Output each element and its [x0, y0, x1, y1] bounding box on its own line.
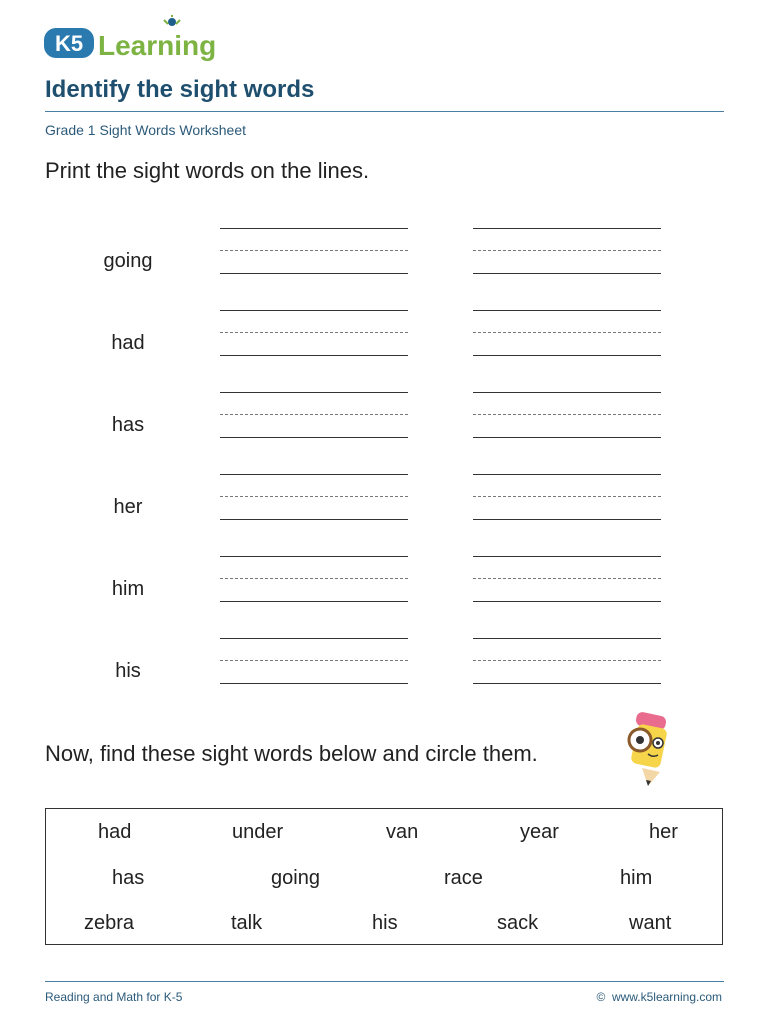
footer-divider: [45, 981, 724, 982]
sight-word: his: [115, 660, 141, 682]
word-search-word[interactable]: want: [629, 912, 672, 934]
logo-k5-text: K5: [54, 31, 84, 56]
sight-word: has: [111, 414, 145, 436]
word-search-word[interactable]: him: [620, 867, 653, 889]
word-search-word[interactable]: her: [649, 821, 678, 843]
writing-lines[interactable]: [220, 474, 408, 534]
word-search-box: [45, 808, 723, 945]
word-search-word[interactable]: race: [444, 867, 483, 889]
writing-lines[interactable]: [473, 310, 661, 370]
writing-lines[interactable]: [473, 474, 661, 534]
page-subtitle: Grade 1 Sight Words Worksheet: [45, 122, 247, 138]
sight-word-row: [0, 392, 768, 468]
writing-lines[interactable]: [473, 638, 661, 698]
word-search-word[interactable]: had: [98, 821, 132, 843]
page-title: Identify the sight words: [45, 76, 315, 103]
writing-lines[interactable]: [220, 638, 408, 698]
sight-word: had: [111, 332, 145, 354]
writing-lines[interactable]: [220, 556, 408, 616]
sight-word-row: [0, 228, 768, 304]
pencil-mascot-icon: [620, 710, 676, 790]
word-search-word[interactable]: going: [271, 867, 320, 889]
sight-word-row: [0, 556, 768, 632]
header-divider: [45, 111, 724, 112]
sight-word-row: [0, 310, 768, 386]
word-search-word[interactable]: has: [112, 867, 145, 889]
word-search-word[interactable]: his: [372, 912, 398, 934]
footer-url[interactable]: www.k5learning.com: [611, 990, 722, 1004]
find-instruction: Now, find these sight words below and circle them.: [45, 741, 538, 766]
logo-learning-text: Learning: [98, 30, 217, 61]
word-search-word[interactable]: talk: [231, 912, 263, 934]
writing-lines[interactable]: [220, 392, 408, 452]
sight-word-row: [0, 638, 768, 714]
print-instruction: Print the sight words on the lines.: [45, 158, 370, 183]
word-search-word[interactable]: sack: [497, 912, 539, 934]
sight-word: going: [103, 250, 153, 272]
copyright-symbol: ©: [596, 990, 606, 1004]
word-search-word[interactable]: van: [386, 821, 419, 843]
sight-word: her: [113, 496, 143, 518]
writing-lines[interactable]: [220, 310, 408, 370]
word-search-word[interactable]: under: [232, 821, 284, 843]
footer-tagline: Reading and Math for K-5: [45, 990, 183, 1004]
word-search-word[interactable]: year: [520, 821, 559, 843]
writing-lines[interactable]: [220, 228, 408, 288]
word-search-word[interactable]: zebra: [84, 912, 135, 934]
writing-lines[interactable]: [473, 556, 661, 616]
footer-website[interactable]: [596, 990, 722, 1004]
writing-lines[interactable]: [473, 228, 661, 288]
sight-word-row: [0, 474, 768, 550]
writing-lines[interactable]: [473, 392, 661, 452]
sight-word: him: [111, 578, 145, 600]
k5-learning-logo: [44, 14, 224, 64]
